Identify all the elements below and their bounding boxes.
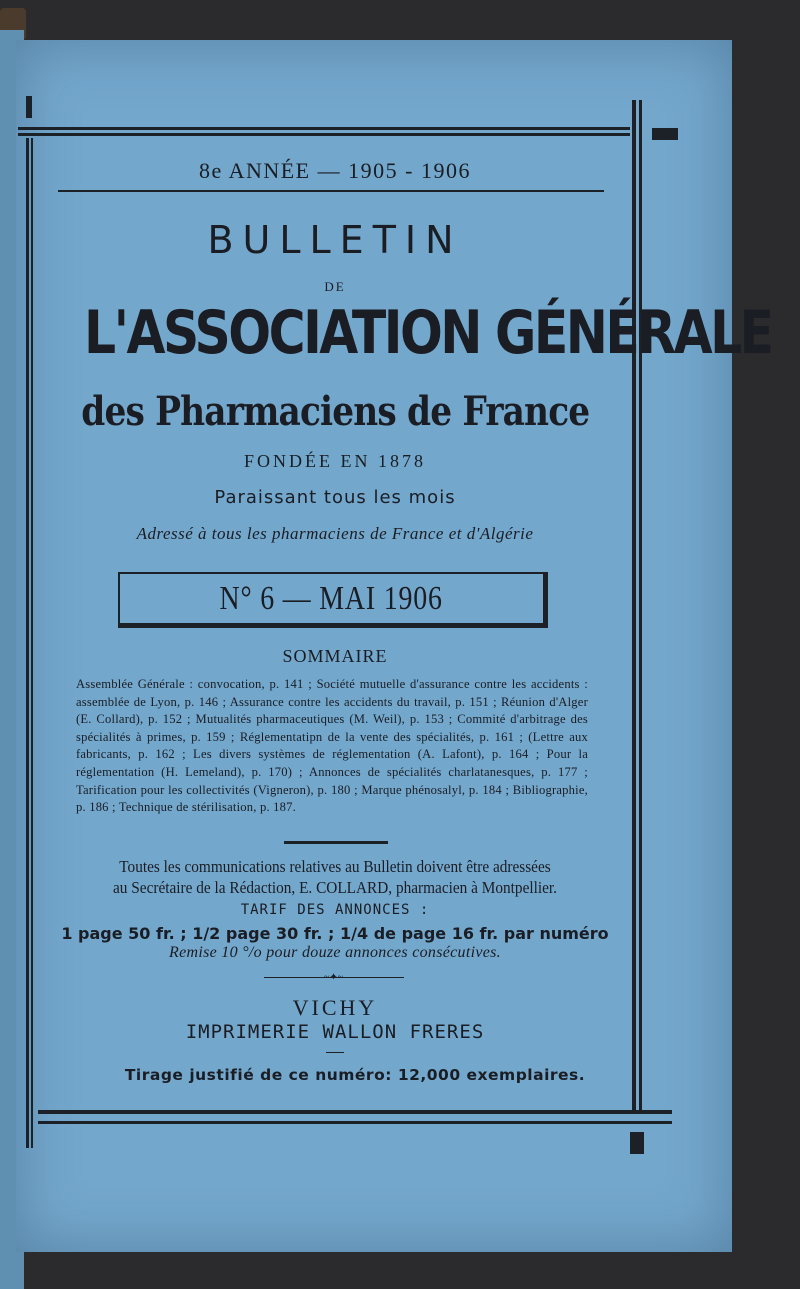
- bulletin-title: BULLETIN: [207, 218, 463, 262]
- print-run: Tirage justifié de ce numéro: 12,000 exemplaires.: [124, 1066, 586, 1084]
- publication-frequency: Paraissant tous les mois: [214, 487, 456, 508]
- frame-top-rule: [18, 127, 630, 136]
- printer-name: IMPRIMERIE WALLON FRERES: [185, 1021, 485, 1043]
- communications-line-1: Toutes les communications relatives au Bulletin doivent être adressées: [119, 857, 551, 876]
- title-de: DE: [324, 279, 346, 294]
- issue-number: N° 6 — MAI 1906: [219, 580, 444, 617]
- association-title: L'ASSOCIATION GÉNÉRALE: [84, 298, 772, 368]
- audience-line: Adressé à tous les pharmaciens de France et d'Algérie: [136, 524, 534, 543]
- sommaire-text: Assemblée Générale : convocation, p. 141 ; Société mutuelle d'assurance contre les accidents : assemblée de Lyon, p. 146 ; Assurance contre les accidents du travail, p. 151 ; Réunion d'Alger (E. Collard), p. 152 ; Mutualités pharmaceutiques (M. Weil), p. 153 ; Commité d'arbitrage des spécialités à primes, p. 159 ; Réglementatipn de la vente des spécialités, p. 161 ; (Lettre aux fabricants, p. 162 ; Les divers systèmes de réglementation (A. Lafont), p. 164 ; Pour la réglementation (H. Lemeland), p. 170) ; Annonces de spécialités charlatanesques, p. 177 ; Tarification pour les collectivités (Vigneron), p. 180 ; Marque phénosalyl, p. 184 ; Bibliographie, p. 186 ; Technique de stérilisation, p. 187.: [76, 677, 588, 815]
- communications-line-2: au Secrétaire de la Rédaction, E. COLLARD, pharmacien à Montpellier.: [113, 878, 557, 897]
- pharmaciens-subtitle: des Pharmaciens de France: [81, 388, 590, 435]
- frame-tab-mark: [652, 128, 678, 140]
- frame-right-rule: [632, 100, 642, 1110]
- header-divider: [58, 190, 604, 192]
- section-divider: [284, 841, 388, 844]
- sommaire-heading: SOMMAIRE: [282, 646, 388, 666]
- tarif-discount: Remise 10 °/o pour douze annonces consécutives.: [169, 944, 501, 961]
- issue-number-box: [118, 572, 548, 628]
- year-line: 8e ANNÉE — 1905 - 1906: [199, 158, 471, 183]
- ornament-glyph: ~✦~: [324, 972, 344, 983]
- imprint-dash: [326, 1052, 344, 1053]
- frame-left-rule: [26, 138, 33, 1148]
- tarif-heading: TARIF DES ANNONCES :: [240, 902, 430, 918]
- frame-bottom-rule: [38, 1110, 672, 1124]
- founded-line: FONDÉE EN 1878: [244, 451, 426, 471]
- printer-city: VICHY: [292, 995, 378, 1020]
- tarif-prices: 1 page 50 fr. ; 1/2 page 30 fr. ; 1/4 de page 16 fr. par numéro: [61, 924, 609, 943]
- frame-corner-mark-left: [26, 96, 32, 118]
- communications-notice: [70, 856, 601, 898]
- frame-corner-mark: [630, 1132, 644, 1154]
